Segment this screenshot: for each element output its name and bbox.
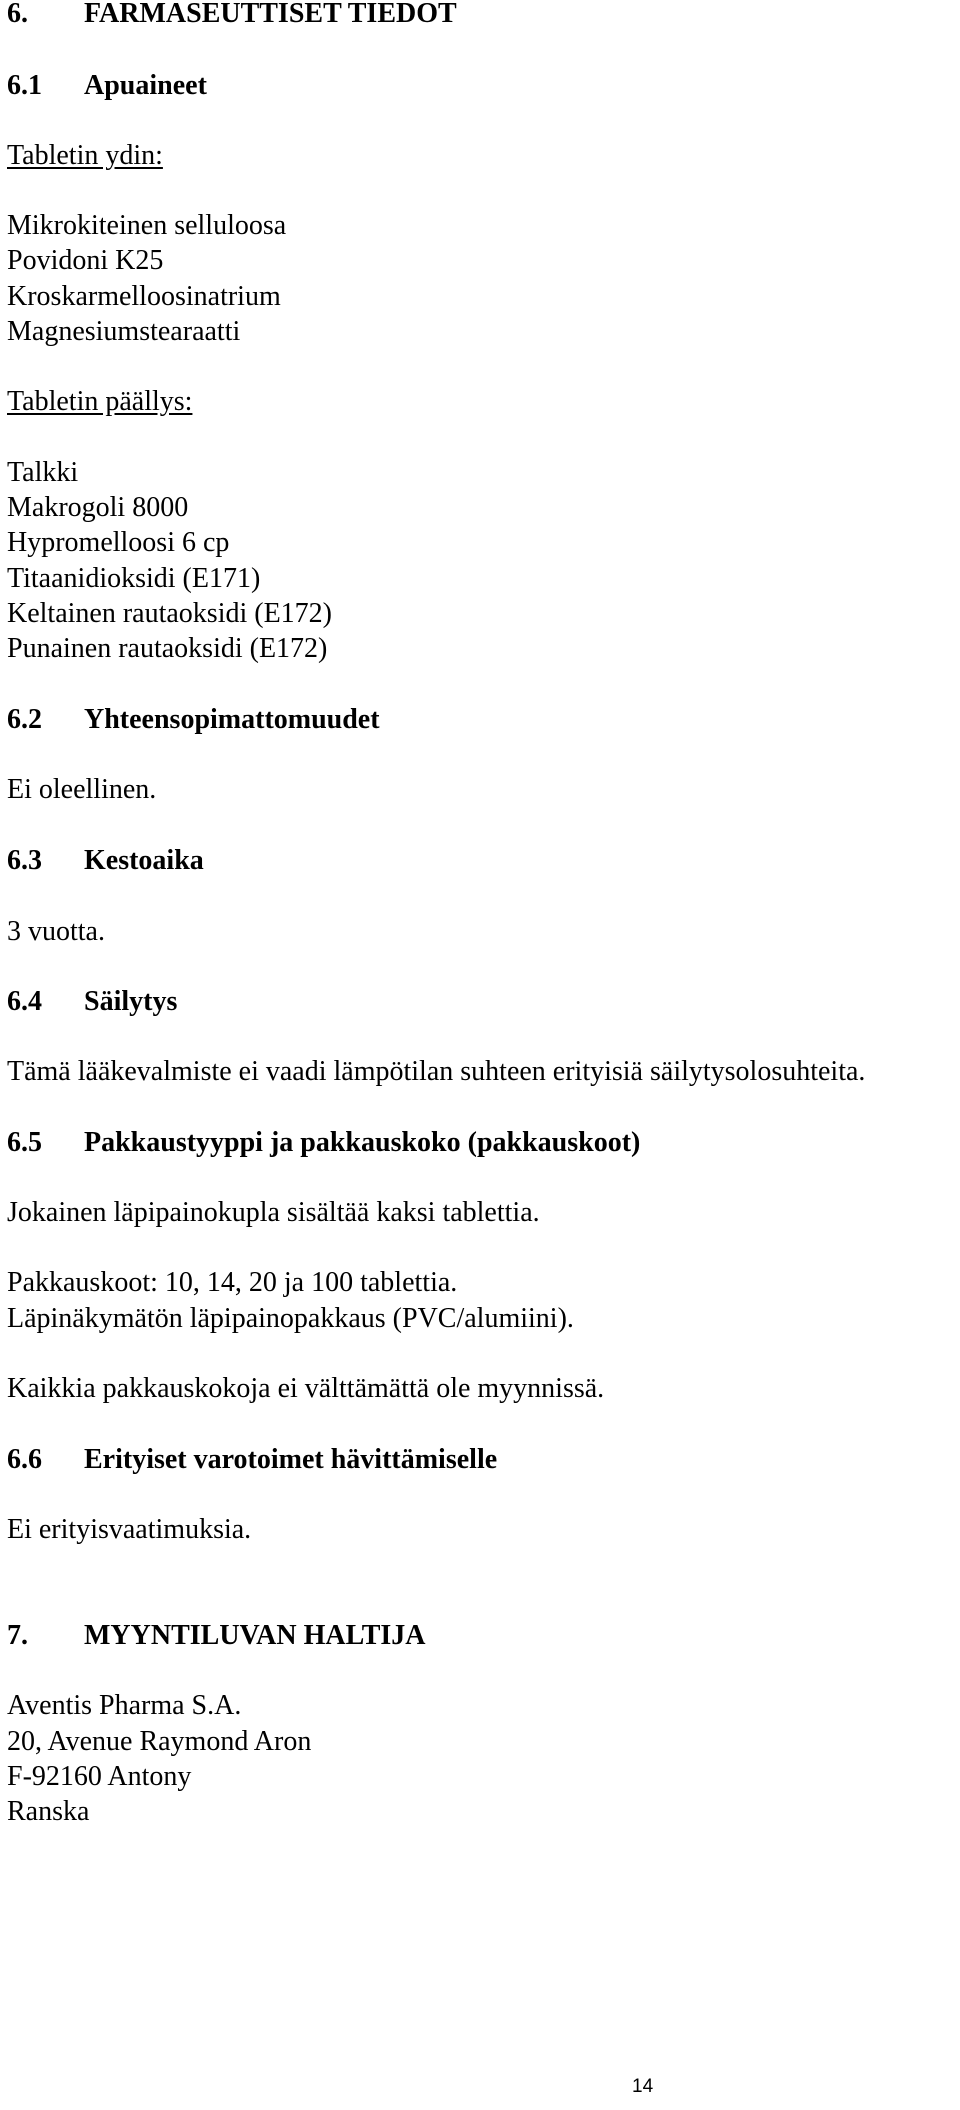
section-6-6-heading (7, 1443, 497, 1477)
core-ingredient: Povidoni K25 (7, 245, 164, 276)
section-7-number: 7. (7, 1620, 28, 1651)
tablet-coating-label: Tabletin päällys: (7, 386, 193, 417)
tablet-core-label: Tabletin ydin: (7, 140, 163, 171)
coating-ingredient: Talkki (7, 457, 79, 488)
coating-ingredient: Titaanidioksidi (E171) (7, 563, 261, 594)
core-ingredient: Kroskarmelloosinatrium (7, 281, 281, 312)
page-number: 14 (632, 2076, 654, 2097)
section-6-3-title: Kestoaika (84, 845, 204, 876)
section-6-3-number: 6.3 (7, 845, 42, 876)
section-6-6-text: Ei erityisvaatimuksia. (7, 1514, 252, 1545)
address-line: F-92160 Antony (7, 1761, 192, 1792)
section-6-6-title: Erityiset varotoimet hävittämiselle (84, 1444, 498, 1475)
section-6-5-title: Pakkaustyyppi ja pakkauskoko (pakkauskoot) (84, 1127, 641, 1158)
section-6-title: FARMASEUTTISET TIEDOT (84, 0, 457, 29)
section-6-5-text: Pakkauskoot: 10, 14, 20 ja 100 tablettia. (7, 1267, 458, 1298)
section-6-5-text: Läpinäkymätön läpipainopakkaus (PVC/alumiini). (7, 1303, 574, 1334)
section-6-6-number: 6.6 (7, 1444, 42, 1475)
section-6-1-title: Apuaineet (84, 70, 207, 101)
section-6-5-number: 6.5 (7, 1127, 42, 1158)
section-6-4-heading (7, 985, 177, 1019)
section-6-2-title: Yhteensopimattomuudet (84, 704, 380, 735)
address-line: 20, Avenue Raymond Aron (7, 1726, 312, 1757)
address-line: Aventis Pharma S.A. (7, 1690, 242, 1721)
section-7-title: MYYNTILUVAN HALTIJA (84, 1620, 426, 1651)
core-ingredient: Mikrokiteinen selluloosa (7, 210, 287, 241)
section-7-heading (7, 1619, 426, 1653)
section-6-heading (7, 0, 457, 31)
section-6-2-text: Ei oleellinen. (7, 774, 157, 805)
section-6-1-heading (7, 69, 207, 103)
address-line: Ranska (7, 1796, 90, 1827)
section-6-3-text: 3 vuotta. (7, 916, 105, 947)
coating-ingredient: Makrogoli 8000 (7, 492, 189, 523)
section-6-1-number: 6.1 (7, 70, 42, 101)
section-6-4-title: Säilytys (84, 986, 178, 1017)
section-6-2-number: 6.2 (7, 704, 42, 735)
section-6-2-heading (7, 703, 380, 737)
coating-ingredient: Hypromelloosi 6 cp (7, 527, 230, 558)
section-6-5-text: Jokainen läpipainokupla sisältää kaksi tablettia. (7, 1197, 540, 1228)
section-6-number: 6. (7, 0, 28, 29)
coating-ingredient: Keltainen rautaoksidi (E172) (7, 598, 333, 629)
coating-ingredient: Punainen rautaoksidi (E172) (7, 633, 328, 664)
section-6-5-heading (7, 1126, 640, 1160)
section-6-5-text: Kaikkia pakkauskokoja ei välttämättä ole myynnissä. (7, 1373, 605, 1404)
section-6-4-text: Tämä lääkevalmiste ei vaadi lämpötilan suhteen erityisiä säilytysolosuhteita. (7, 1056, 866, 1087)
section-6-4-number: 6.4 (7, 986, 42, 1017)
core-ingredient: Magnesiumstearaatti (7, 316, 241, 347)
section-6-3-heading (7, 844, 204, 878)
